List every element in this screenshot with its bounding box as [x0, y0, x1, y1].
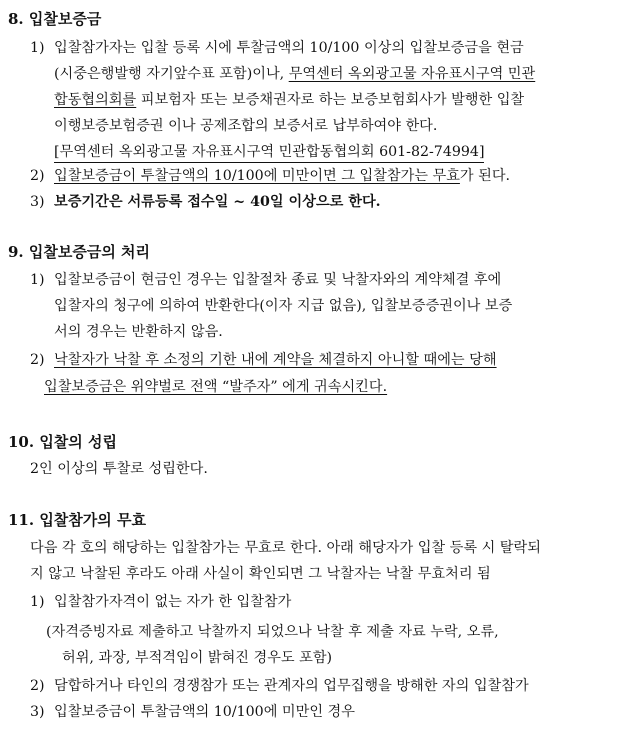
section-11-title: 11. 입찰참가의 무효	[8, 511, 146, 529]
section-8-title: 8. 입찰보증금	[8, 10, 102, 28]
s11-item2-line: 담합하거나 타인의 경쟁참가 또는 관계자의 업무집행을 방해한 자의 입찰참가	[54, 678, 529, 694]
s9-item2-line2: 입찰보증금은 위약벌로 전액 “발주자” 에게 귀속시킨다.	[44, 379, 388, 395]
s9-item1-line3: 서의 경우는 반환하지 않음.	[54, 324, 223, 340]
s8-item1-line4: 이행보증보험증권 이나 공제조합의 보증서로 납부하여야 한다.	[54, 118, 438, 134]
s9-item1-line2: 입찰자의 청구에 의하여 반환한다(이자 지급 없음), 입찰보증증권이나 보증	[54, 298, 513, 314]
s11-item1-line: 입찰참가자격이 없는 자가 한 입찰참가	[54, 594, 292, 610]
s8-item3-line: 보증기간은 서류등록 접수일 ~ 40일 이상으로 한다.	[54, 194, 381, 210]
s11-intro-line2: 지 않고 낙찰된 후라도 아래 사실이 확인되면 그 낙찰자는 낙찰 무효처리 됨	[30, 566, 491, 582]
s8-item1-registration-note: [무역센터 옥외광고물 자유표시구역 민관합동협의회 601-82-74994]	[54, 142, 484, 163]
s9-item2-number: 2)	[30, 352, 45, 368]
s11-item1-sub-line1: (자격증빙자료 제출하고 낙찰까지 되었으나 낙찰 후 제출 자료 누락, 오류,	[46, 624, 499, 640]
s11-intro-line1: 다음 각 호의 해당하는 입찰참가는 무효로 한다. 아래 해당자가 입찰 등록 시 탈락되	[30, 540, 541, 556]
s8-item2-line	[54, 166, 510, 186]
s8-item1-line3	[54, 90, 524, 110]
s8-item2-underlined: 입찰보증금이 투찰금액의 10/100에 미만이면 그 입찰참가는 무효	[54, 168, 460, 184]
s8-item3-number: 3)	[30, 194, 45, 210]
s9-item1-line1: 입찰보증금이 현금인 경우는 입찰절차 종료 및 낙찰자와의 계약체결 후에	[54, 272, 502, 288]
s10-text: 2인 이상의 투찰로 성립한다.	[30, 461, 208, 477]
s11-item1-number: 1)	[30, 594, 45, 610]
s11-item3-number: 3)	[30, 704, 45, 720]
s8-item1-line2-plain: (시중은행발행 자기앞수표 포함)이나,	[54, 66, 289, 82]
s8-item2-number: 2)	[30, 168, 45, 184]
s8-item1-number: 1)	[30, 40, 45, 56]
s8-item1-line1: 입찰참가자는 입찰 등록 시에 투찰금액의 10/100 이상의 입찰보증금을 현금	[54, 40, 524, 56]
s8-item2-tail: 가 된다.	[459, 168, 511, 184]
s9-item1-number: 1)	[30, 272, 45, 288]
section-9-title: 9. 입찰보증금의 처리	[8, 243, 151, 261]
s8-item1-line2-underlined: 무역센터 옥외광고물 자유표시구역 민관	[288, 66, 536, 82]
section-10-title: 10. 입찰의 성립	[8, 433, 117, 451]
s8-item1-line5	[54, 142, 484, 163]
s9-item2-line1: 낙찰자가 낙찰 후 소정의 기한 내에 계약을 체결하지 아니할 때에는 당해	[54, 352, 497, 368]
s11-item3-line: 입찰보증금이 투찰금액의 10/100에 미만인 경우	[54, 704, 355, 720]
s11-item1-sub-line2: 허위, 과장, 부적격임이 밝혀진 경우도 포함)	[62, 650, 333, 666]
s8-item1-line2	[54, 64, 535, 84]
s8-item1-line3-underlined: 합동협의회를	[54, 92, 137, 108]
s8-item1-line3-plain: 피보험자 또는 보증채권자로 하는 보증보험회사가 발행한 입찰	[136, 92, 525, 108]
s11-item2-number: 2)	[30, 678, 45, 694]
